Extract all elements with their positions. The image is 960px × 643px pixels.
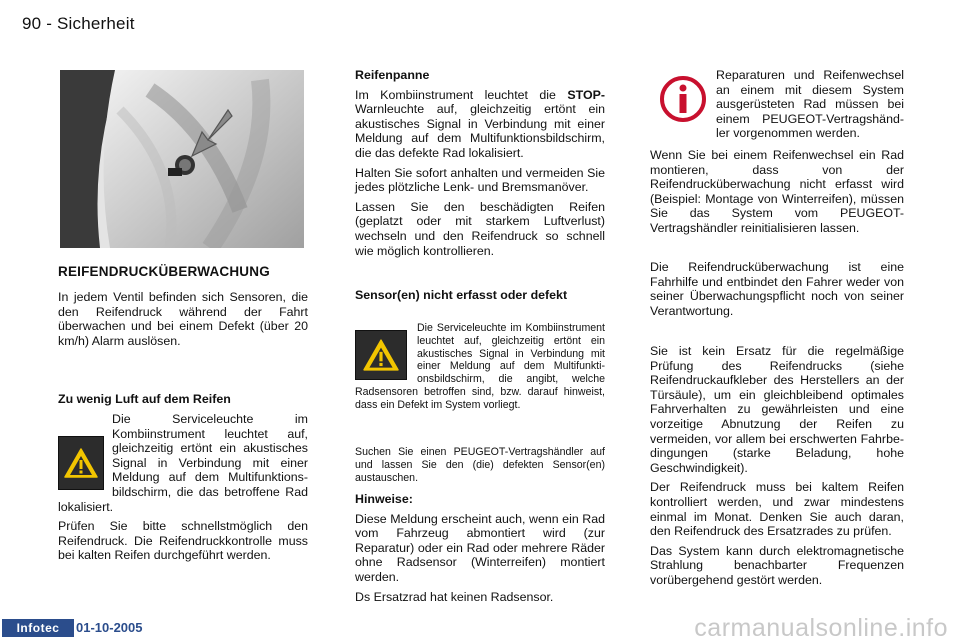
sensor-paragraph: Die Serviceleuchte im Kombiinstrument leuchtet auf, gleichzeitig ertönt ein akustisches Signal in Verbindung mit einer Meldung auf dem Multifunktionsbildschirm, die angibt, welche Radsensoren betroffen sind, bzw. darauf hinweist, dass ein Defekt im System vorliegt. xyxy=(355,322,605,411)
monthly-check-paragraph: Der Reifendruck muss bei kaltem Reifen kontrolliert werden, und zwar mindestens einmal im Monat. Denken Sie auch daran, den Reifendruck des Ersatzrades zu prüfen. xyxy=(650,480,904,539)
check-pressure-paragraph: Prüfen Sie bitte schnellstmöglich den Reifendruck. Die Reifendruckkontrolle muss bei kalten Reifen durchgeführt werden. xyxy=(58,519,308,563)
spare-wheel-paragraph: Ds Ersatzrad hat keinen Radsensor. xyxy=(355,589,554,604)
tire-valve-illustration xyxy=(60,70,304,248)
puncture-text-post: Warnleuchte auf, gleichzeitig ertönt ein akustisches Signal in Verbindung mit einer Meldung auf dem Multifunktionsbildschirm, die das defekte Rad lokalisiert. xyxy=(355,102,605,160)
driving-aid-paragraph: Die Reifendrucküberwachung ist eine Fahrhilfe und entbindet den Fahrer weder von seiner Überwachungspflicht noch von seiner Verantwortung. xyxy=(650,260,904,318)
warning-lamp-icon xyxy=(58,436,104,490)
stop-label: STOP- xyxy=(567,87,605,102)
info-icon xyxy=(658,74,708,124)
dealer-paragraph: Suchen Sie einen PEUGEOT-Vertragshändler auf und lassen Sie den (die) defekten Sensor(en) austauschen. xyxy=(355,446,605,484)
sensor-heading: Sensor(en) nicht erfasst oder defekt xyxy=(355,288,568,302)
no-replacement-paragraph: Sie ist kein Ersatz für die regelmäßige Prüfung des Reifendrucks (siehe Reifendruckaufkleber des Herstellers an der Türsäule), um ein gleichbleibend optimales Fahrverhalten zu gewährleisten und eine vorzeitige Abnutzung der Reifen zu vermeiden, vor allem bei erschwerten Fahrbedingungen (starke Beladung, hohe Geschwindigkeit). xyxy=(650,344,904,475)
low-air-heading: Zu wenig Luft auf dem Reifen xyxy=(58,392,231,406)
watermark: carmanualsonline.info xyxy=(694,614,948,642)
section-title: REIFENDRUCKÜBERWACHUNG xyxy=(58,264,270,279)
page-title: 90 - Sicherheit xyxy=(22,14,135,33)
stop-paragraph: Halten Sie sofort anhalten und vermeiden Sie jedes plötzliche Lenk- und Bremsmanöver. xyxy=(355,165,605,195)
low-air-paragraph: Die Serviceleuchte im Kombiinstrument leuchtet auf, gleichzeitig ertönt ein akustisches Signal in Verbindung mit einer Meldung auf dem Multifunktionsbildschirm, die das betroffene Rad lokalisiert. xyxy=(58,412,308,514)
change-tire-paragraph: Lassen Sie den beschädigten Reifen (geplatzt oder mit starkem Luftverlust) wechseln und den Reifendruck so schnell wie möglich kontrollieren. xyxy=(355,199,605,258)
puncture-paragraph xyxy=(355,88,605,161)
notes-heading: Hinweise: xyxy=(355,492,413,506)
info-paragraph: Reparaturen und Reifenwechsel an einem mit diesem System ausgerüsteten Rad müssen bei einem PEUGEOT-Vertragshändler vorgenommen werden. xyxy=(716,68,904,141)
reset-paragraph: Wenn Sie bei einem Reifenwechsel ein Rad montieren, dass von der Reifendrucküberwachung nicht erfasst wird (Beispiel: Montage von Winterreifen), müssen Sie das System vom PEUGEOT-Vertragshändler reinitialisieren lassen. xyxy=(650,148,904,235)
puncture-text-pre: Im Kombiinstrument leuchtet die xyxy=(355,87,568,102)
puncture-heading: Reifenpanne xyxy=(355,68,430,82)
footer-date: 01-10-2005 xyxy=(76,620,143,635)
tire-valve-image xyxy=(60,70,304,248)
infotec-logo: Infotec xyxy=(2,619,74,637)
service-warning-icon xyxy=(355,330,407,380)
interference-paragraph: Das System kann durch elektromagnetische Strahlung benachbarter Frequenzen vorübergehend gestört werden. xyxy=(650,543,904,587)
intro-paragraph: In jedem Ventil befinden sich Sensoren, die den Reifendruck während der Fahrt überwachen und bei einem Defekt (über 20 km/h) Alarm auslösen. xyxy=(58,290,308,348)
notes-paragraph: Diese Meldung erscheint auch, wenn ein Rad vom Fahrzeug abmontiert wird (zur Reparatur) oder ein Rad oder mehrere Räder ohne Radsensor (Winterreifen) montiert werden. xyxy=(355,511,605,584)
